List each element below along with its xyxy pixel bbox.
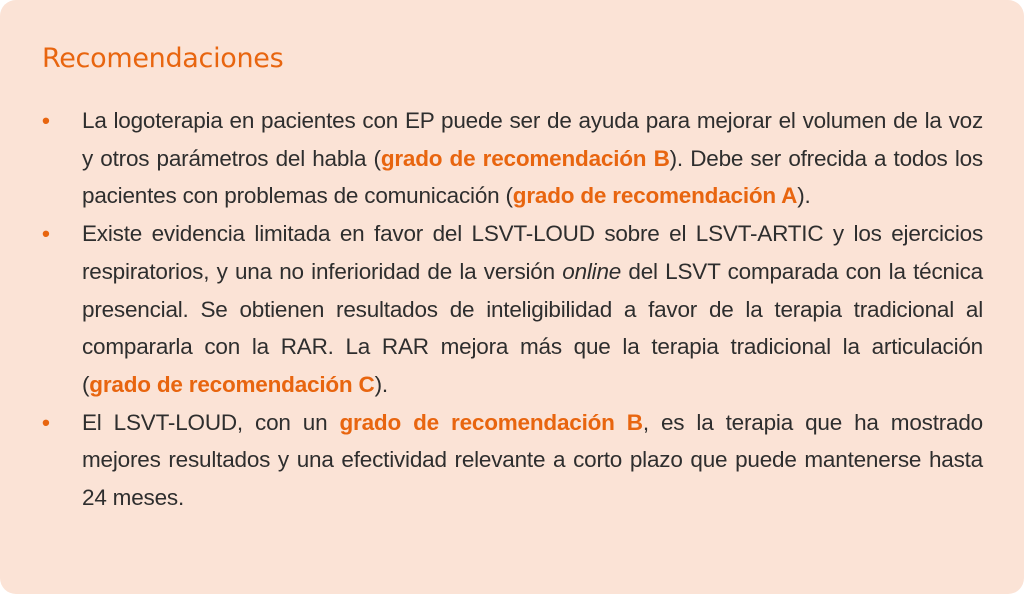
- recommendation-grade: grado de recomendación B: [339, 409, 643, 435]
- item-text: del LSVT comparada con la técnica presencial. Se obtienen resultados de inteligibilidad a favor de la terapia tradicional al compararla con la RAR. La RAR mejora más que la terapia tradicional la articulación (: [82, 258, 983, 397]
- item-text: , es la terapia que ha mostrado mejores resultados y una efectividad relevante a corto plazo que puede mantenerse hasta 24 meses.: [82, 409, 983, 511]
- recommendation-grade: grado de recomendación B: [380, 145, 670, 171]
- recommendation-grade: grado de recomendación A: [512, 183, 798, 209]
- emphasis-text: online: [562, 258, 622, 284]
- item-text: ).: [374, 371, 388, 397]
- bullet-icon: •: [42, 409, 50, 435]
- recommendation-grade: grado de recomendación C: [89, 371, 375, 397]
- list-item: [42, 102, 983, 215]
- recommendations-list: [42, 102, 982, 517]
- item-text: ).: [797, 183, 811, 209]
- bullet-icon: •: [42, 108, 50, 133]
- list-item: [42, 404, 983, 517]
- item-text: ). Debe ser ofrecida a todos los pacientes con problemas de comunicación (: [82, 145, 983, 209]
- bullet-icon: •: [42, 221, 50, 247]
- list-item: [42, 215, 983, 404]
- box-title: Recomendaciones: [42, 43, 284, 74]
- item-text: Existe evidencia limitada en favor del LSVT-LOUD sobre el LSVT-ARTIC y los ejercicios respiratorios, y una no inferioridad de la versión: [82, 221, 983, 284]
- item-text: La logoterapia en pacientes con EP puede ser de ayuda para mejorar el volumen de la voz y otros parámetros del habla (: [82, 108, 983, 171]
- item-text: El LSVT-LOUD, con un: [82, 409, 340, 435]
